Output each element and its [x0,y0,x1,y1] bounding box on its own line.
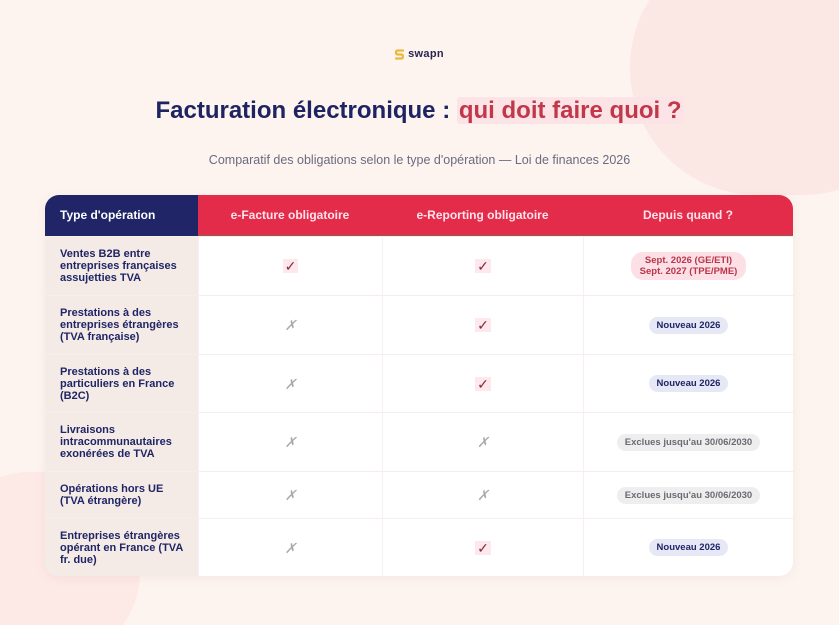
column-header-e-reporting: e-Reporting obligatoire [382,195,583,236]
e-facture-cell [198,472,382,518]
cross-icon: ✗ [284,434,297,450]
operation-label: Livraisons intracommunautaires exonérées de TVA [45,413,198,471]
column-header-operation: Type d'opération [45,195,198,236]
e-facture-cell [198,237,382,295]
since-badge [631,252,747,280]
operation-label: Prestations à des particuliers en France (B2C) [45,355,198,412]
e-facture-cell [198,413,382,471]
e-facture-cell [198,355,382,412]
since-cell [583,296,793,354]
since-badge: Nouveau 2026 [649,539,729,556]
check-icon: ✓ [477,539,489,556]
page-subtitle: Comparatif des obligations selon le type d'opération — Loi de finances 2026 [208,153,631,167]
since-badge: Exclues jusqu'au 30/06/2030 [617,434,760,451]
title-highlight: qui doit faire quoi ? [458,97,682,124]
table-row [45,518,793,576]
since-badge: Exclues jusqu'au 30/06/2030 [617,487,760,504]
e-facture-cell [198,296,382,354]
since-cell [583,355,793,412]
brand-name: swapn [408,48,444,60]
since-line-1: Sept. 2026 (GE/ETI) [644,255,733,266]
cross-icon: ✗ [284,487,297,503]
check-icon: ✓ [284,258,297,274]
table-row [45,236,793,295]
e-reporting-cell [382,355,583,412]
table-row [45,412,793,471]
check-icon: ✓ [477,258,489,274]
e-reporting-cell [382,413,583,471]
obligations-table [45,195,793,576]
cross-icon: ✗ [284,539,297,556]
column-header-since: Depuis quand ? [583,195,793,236]
e-reporting-cell [382,296,583,354]
since-cell [583,237,793,295]
since-badge: Nouveau 2026 [649,375,729,392]
cross-icon: ✗ [477,434,489,450]
e-facture-cell [198,519,382,576]
e-reporting-cell [382,519,583,576]
swapn-s-logo-icon [395,49,404,60]
operation-label: Ventes B2B entre entreprises françaises assujetties TVA [45,237,198,295]
cross-icon: ✗ [477,487,489,503]
since-cell [583,519,793,576]
operation-label: Opérations hors UE (TVA étrangère) [45,472,198,518]
e-reporting-cell [382,472,583,518]
page-title [0,97,839,125]
e-reporting-cell [382,237,583,295]
table-row [45,471,793,518]
since-line-2: Sept. 2027 (TPE/PME) [639,266,738,277]
table-row [45,354,793,412]
brand-logo [0,48,839,60]
cross-icon: ✗ [284,375,297,392]
since-cell [583,413,793,471]
since-cell [583,472,793,518]
table-row [45,295,793,354]
operation-label: Entreprises étrangères opérant en France (TVA fr. due) [45,519,198,576]
title-main: Facturation électronique : [155,97,457,124]
check-icon: ✓ [477,375,489,392]
column-header-e-facture: e-Facture obligatoire [198,195,382,236]
cross-icon: ✗ [284,317,297,333]
table-header [45,195,793,236]
since-badge: Nouveau 2026 [649,317,729,334]
operation-label: Prestations à des entreprises étrangères (TVA française) [45,296,198,354]
check-icon: ✓ [477,317,489,333]
